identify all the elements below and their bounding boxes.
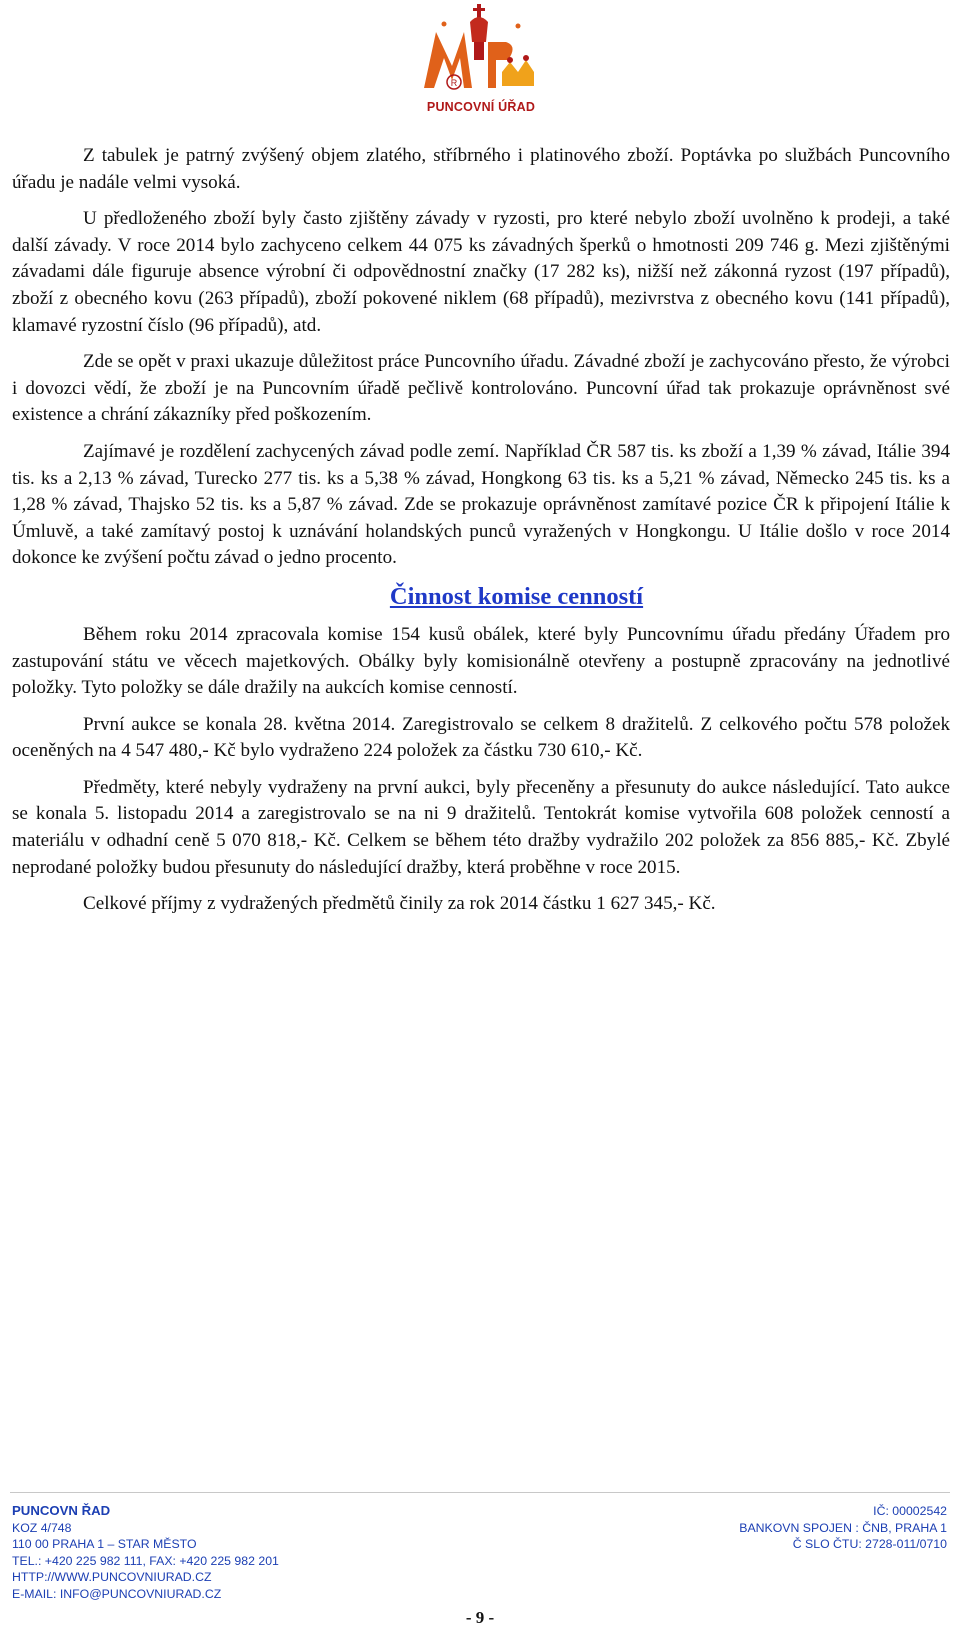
page-number: - 9 - <box>465 1608 495 1627</box>
document-body <box>12 143 950 928</box>
logo <box>418 2 544 118</box>
footer-city: 110 00 PRAHA 1 – STAR MĚSTO <box>12 1537 197 1552</box>
paragraph-importance: Zde se opět v praxi ukazuje důležitost práce Puncovního úřadu. Závadné zboží je zachycováno přesto, že výrobci i dovozci vědí, že zboží je na Puncovním úřadě pečlivě kontrolováno. Puncovní úřad tak prokazuje oprávněnost své existence a chrání zákazníky před poškozením. <box>12 351 950 426</box>
footer-website-link[interactable]: HTTP://WWW.PUNCOVNIURAD.CZ <box>12 1570 212 1585</box>
footer-org-name: PUNCOVN ŘAD <box>12 1503 111 1518</box>
footer-email-link[interactable]: E-MAIL: INFO@PUNCOVNIURAD.CZ <box>12 1586 222 1601</box>
paragraph-second-auction: Předměty, které nebyly vydraženy na první aukci, byly přeceněny a přesunuty do aukce následující. Tato aukce se konala 5. listopadu 2014 a zaregistrovalo se na ni 9 dražitelů. Tentokrát komise vytvořila 608 položek cenností a materiálu v odhadní ceně 5 070 818,- Kč. Celkem se během této dražby vydražilo 202 položek za 856 885,- Kč. Zbylé neprodané položky budou přesunuty do následující dražby, která proběhne v roce 2015. <box>12 776 950 878</box>
paragraph-demand: Z tabulek je patrný zvýšený objem zlatého, stříbrného i platinového zboží. Poptávka po službách Puncovního úřadu je nadále velmi vysoká. <box>12 145 950 193</box>
footer-ico: IČ: 00002542 <box>873 1504 947 1518</box>
footer-account: Č SLO ČTU: 2728-011/0710 <box>792 1537 947 1552</box>
footer-divider <box>10 1492 950 1493</box>
footer-address <box>12 1503 279 1603</box>
paragraph-countries: Zajímavé je rozdělení zachycených závad podle zemí. Například ČR 587 tis. ks zboží a 1,39 % závad, Itálie 394 tis. ks a 2,13 % závad, Turecko 277 tis. ks a 5,38 % závad, Hongkong 63 tis. ks a 5,21 % závad, Německo 245 tis. ks a 1,28 % závad, Thajsko 52 tis. ks a 5,87 % závad. Zde se prokazuje oprávněnost zamítavé pozice ČR k připojení Itálie k Úmluvě, a také zamítavý postoj k uznávání holandských punců vyražených v Hongkongu. U Itálie došlo v roce 2014 dokonce ke zvýšení počtu závad o jedno procento. <box>12 440 950 569</box>
crown-emblem-icon <box>418 2 544 102</box>
footer-street: KOZ 4/748 <box>12 1520 72 1535</box>
logo-wordmark: PUNCOVNÍ ÚŘAD <box>426 100 536 114</box>
footer-bank-info <box>739 1503 947 1553</box>
footer-phone: TEL.: +420 225 982 111, FAX: +420 225 982 201 <box>12 1553 279 1568</box>
footer-bank: BANKOVN SPOJEN : ČNB, PRAHA 1 <box>739 1520 947 1535</box>
paragraph-commission: Během roku 2014 zpracovala komise 154 kusů obálek, které byly Puncovnímu úřadu předány Úřadem pro zastupování státu ve věcech majetkových. Obálky byly komisionálně otevřeny a postupně zpracovány na jednotlivé položky. Tyto položky se dále dražily na aukcích komise cenností. <box>12 623 950 699</box>
paragraph-total-income: Celkové příjmy z vydražených předmětů činily za rok 2014 částku 1 627 345,- Kč. <box>83 893 716 915</box>
svg-text:R: R <box>450 78 458 88</box>
paragraph-first-auction: První aukce se konala 28. května 2014. Zaregistrovalo se celkem 8 dražitelů. Z celkového počtu 578 položek oceněných na 4 547 480,- Kč bylo vydraženo 224 položek za částku 730 610,- Kč. <box>12 713 950 762</box>
section-heading: Činnost komise cenností <box>389 582 644 610</box>
paragraph-defects: U předloženého zboží byly často zjištěny závady v ryzosti, pro které nebylo zboží uvolněno k prodeji, a také další závady. V roce 2014 bylo zachyceno celkem 44 075 ks závadných šperků o hmotnosti 209 746 g. Mezi zjištěnými závadami dále figuruje absence výrobní či odpovědnostní značky (17 282 ks), nižší než zákonná ryzost (197 případů), zboží z obecného kovu (263 případů), zboží pokovené niklem (68 případů), mezivrstva z obecného kovu (141 případů), klamavé ryzostní číslo (96 případů), atd. <box>12 208 950 336</box>
